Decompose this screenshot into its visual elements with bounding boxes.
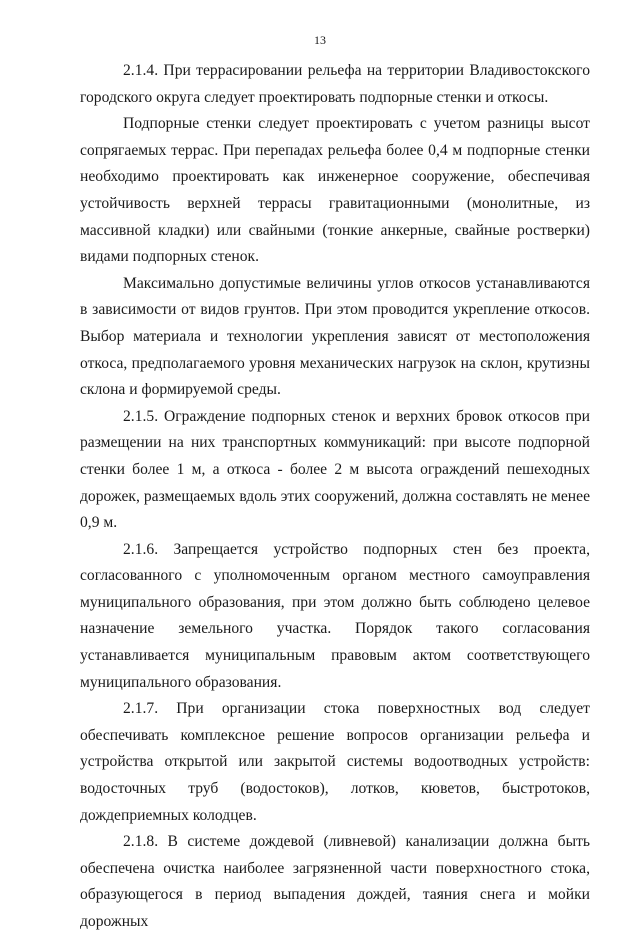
- paragraph-2-1-4: 2.1.4. При террасировании рельефа на территории Владивостокского городского округа следует проектировать подпорные стенки и откосы.: [80, 62, 590, 106]
- paragraph-2-1-5: 2.1.5. Ограждение подпорных стенок и верхних бровок откосов при размещении на них транспортных коммуникаций: при высоте подпорной стенки более 1 м, а откоса - более 2 м высота ограждений пешеходных дорожек, размещаемых вдоль этих сооружений, должна составлять не менее 0,9 м.: [80, 407, 590, 532]
- paragraph-2-1-6: 2.1.6. Запрещается устройство подпорных стен без проекта, согласованного с уполномоченным органом местного самоуправления муниципального образования, при этом должно быть соблюдено целевое назначение земельного участка. Порядок такого согласования устанавливается муниципальным правовым актом соответствующего муниципального образования.: [80, 540, 590, 691]
- page-number: 13: [314, 33, 326, 47]
- paragraph-slope-angles: Максимально допустимые величины углов откосов устанавливаются в зависимости от видов грунтов. При этом проводится укрепление откосов. Выбор материала и технологии укрепления зависят от местоположения откоса, предполагаемого уровня механических нагрузок на склон, крутизны склона и формируемой среды.: [80, 274, 590, 399]
- paragraph-retaining-walls: Подпорные стенки следует проектировать с учетом разницы высот сопрягаемых террас. При перепадах рельефа более 0,4 м подпорные стенки необходимо проектировать как инженерное сооружение, обеспечивая устойчивость верхней террасы гравитационными (монолитные, из массивной кладки) или свайными (тонкие анкерные, свайные ростверки) видами подпорных стенок.: [80, 115, 590, 266]
- document-body: [80, 58, 590, 936]
- paragraph-2-1-7: 2.1.7. При организации стока поверхностных вод следует обеспечивать комплексное решение вопросов организации рельефа и устройства открытой или закрытой системы водоотводных устройств: водосточных труб (водостоков), лотков, кюветов, быстротоков, дождеприемных колодцев.: [80, 700, 590, 824]
- paragraph-2-1-8: 2.1.8. В системе дождевой (ливневой) канализации должна быть обеспечена очистка наиболее загрязненной части поверхностного стока, образующегося в период выпадения дождей, таяния снега и мойки дорожных: [80, 833, 590, 930]
